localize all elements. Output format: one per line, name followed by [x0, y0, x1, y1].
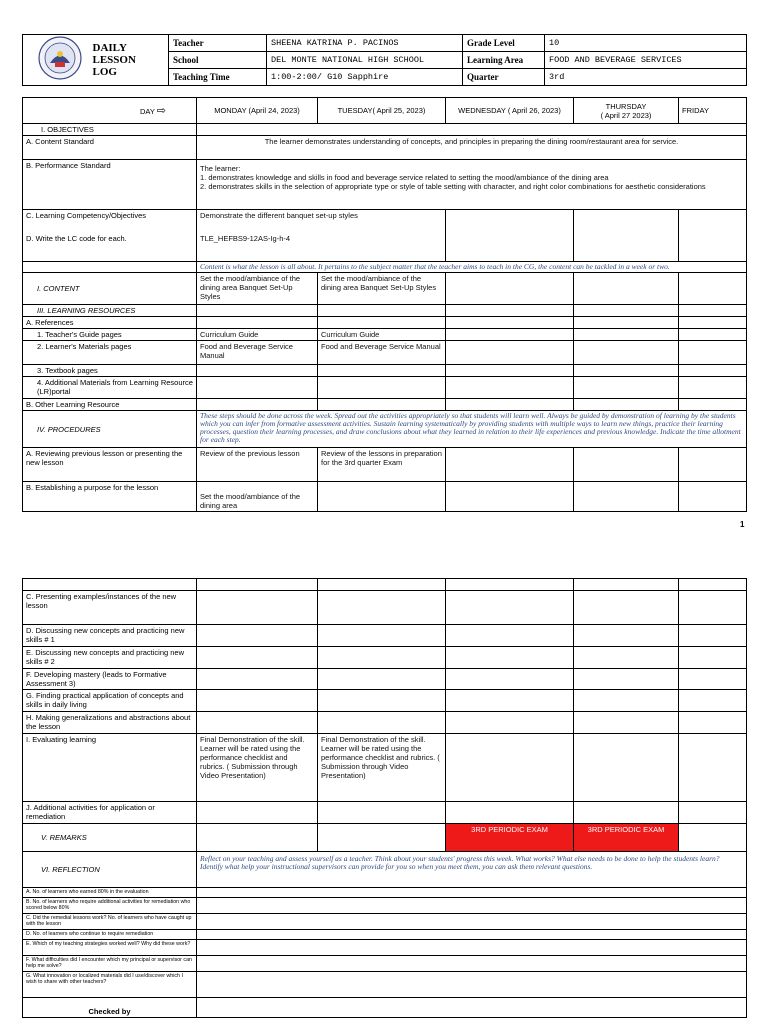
procedures-note: These steps should be done across the week. Spread out the activities appropriately so that students will learn well. Always be guided by demonstration of learning by the students which you can infer from formative assessment activities. Sustain learning systematically by providing students with multiple ways to learn new things, practice their learning processes, question their learning processes, and draw conclusions about what they learned in relation to their life experiences and previous knowledge. Indicate the time allotment for each step.: [197, 411, 747, 448]
reflection-b: B. No. of learners who require additional activities for remediation who scored below 80%: [23, 898, 197, 914]
monday-header: MONDAY (April 24, 2023): [197, 98, 318, 124]
competency-label: C. Learning Competency/Objectives D. Write the LC code for each.: [23, 210, 197, 262]
proc-f-label: F. Developing mastery (leads to Formative Assessment 3): [23, 669, 197, 690]
reflection-label: VI. REFLECTION: [23, 852, 197, 888]
proc-d-label: D. Discussing new concepts and practicing new skills # 1: [23, 625, 197, 647]
content-label: I. CONTENT: [23, 273, 197, 305]
dll-table-page1: [22, 97, 747, 512]
teacher-label: Teacher: [169, 35, 267, 52]
area-value: FOOD AND BEVERAGE SERVICES: [545, 52, 747, 69]
resources-label: III. LEARNING RESOURCES: [23, 305, 197, 317]
other-resource-label: B. Other Learning Resource: [23, 399, 197, 411]
tg-monday: Curriculum Guide: [197, 329, 318, 341]
content-monday: Set the mood/ambiance of the dining area Banquet Set-Up Styles: [197, 273, 318, 305]
school-label: School: [169, 52, 267, 69]
competency-text: Demonstrate the different banquet set-up styles TLE_HEFBS9-12AS-Ig-h-4: [197, 210, 446, 262]
quarter-value: 3rd: [545, 69, 747, 86]
lm-tuesday: Food and Beverage Service Manual: [318, 341, 446, 365]
performance-standard-text: The learner: 1. demonstrates knowledge and skills in food and beverage service related to setting the mood/ambiance of the dining area 2. demonstrates skills in the selection of appropriate type or style of table setting with character, and right color combinations for aesthetic considerations: [197, 160, 747, 210]
proc-e-label: E. Discussing new concepts and practicing new skills # 2: [23, 647, 197, 669]
procedures-label: IV. PROCEDURES: [23, 411, 197, 448]
proc-i-label: I. Evaluating learning: [23, 734, 197, 802]
proc-a-monday: Review of the previous lesson: [197, 448, 318, 482]
proc-i-monday: Final Demonstration of the skill. Learner will be rated using the performance checklist and rubrics. ( Submission through Video Presentation): [197, 734, 318, 802]
day-header: DAY ⇨: [23, 98, 197, 124]
learners-materials-label: 2. Learner's Materials pages: [23, 341, 197, 365]
lm-monday: Food and Beverage Service Manual: [197, 341, 318, 365]
grade-label: Grade Level: [463, 35, 545, 52]
tuesday-header: TUESDAY( April 25, 2023): [318, 98, 446, 124]
objectives-heading: I. OBJECTIVES: [23, 124, 197, 136]
page-number: 1: [740, 520, 745, 529]
school-value: DEL MONTE NATIONAL HIGH SCHOOL: [267, 52, 463, 69]
content-tuesday: Set the mood/ambiance of the dining area Banquet Set-Up Styles: [318, 273, 446, 305]
periodic-exam-thursday: 3RD PERIODIC EXAM: [574, 824, 679, 852]
proc-c-label: C. Presenting examples/instances of the new lesson: [23, 591, 197, 625]
checked-by-label: Checked by: [23, 998, 197, 1018]
references-label: A. References: [23, 317, 197, 329]
header-table: [22, 34, 747, 86]
content-note: Content is what the lesson is all about. It pertains to the subject matter that the teacher aims to teach in the CG, the content can be tackled in a week or two.: [197, 262, 747, 273]
teachers-guide-label: 1. Teacher's Guide pages: [23, 329, 197, 341]
performance-standard-label: B. Performance Standard: [23, 160, 197, 210]
proc-j-label: J. Additional activities for application or remediation: [23, 802, 197, 824]
content-standard-text: The learner demonstrates understanding of concepts, and principles in preparing the dining room/restaurant area for service.: [197, 136, 747, 160]
proc-b-monday: Set the mood/ambiance of the dining area: [197, 482, 318, 512]
time-value: 1:00-2:00/ G10 Sapphire: [267, 69, 463, 86]
teacher-value: SHEENA KATRINA P. PACINOS: [267, 35, 463, 52]
proc-a-label: A. Reviewing previous lesson or presenting the new lesson: [23, 448, 197, 482]
content-standard-label: A. Content Standard: [23, 136, 197, 160]
lc-code: TLE_HEFBS9-12AS-Ig-h-4: [200, 234, 291, 243]
arrow-right-icon: ⇨: [156, 105, 166, 117]
reflection-d: D. No. of learners who continue to require remediation: [23, 930, 197, 940]
wednesday-header: WEDNESDAY ( April 26, 2023): [446, 98, 574, 124]
friday-header: FRIDAY: [679, 98, 747, 124]
thursday-header: THURSDAY ( April 27 2023): [574, 98, 679, 124]
proc-b-label: B. Establishing a purpose for the lesson: [23, 482, 197, 512]
proc-a-tuesday: Review of the lessons in preparation for the 3rd quarter Exam: [318, 448, 446, 482]
reflection-a: A. No. of learners who earned 80% in the evaluation: [23, 888, 197, 898]
reflection-note: Reflect on your teaching and assess yourself as a teacher. Think about your students' progress this week. What works? What else needs to be done to help the students learn? Identify what help your instructional supervisors can provide for you so when you meet them, you can ask them relevant questions.: [197, 852, 747, 888]
periodic-exam-wednesday: 3RD PERIODIC EXAM: [446, 824, 574, 852]
dll-title: DAILY LESSON LOG: [89, 35, 169, 86]
additional-materials-label: 4. Additional Materials from Learning Resource (LR)portal: [23, 377, 197, 399]
quarter-label: Quarter: [463, 69, 545, 86]
reflection-e: E. Which of my teaching strategies worked well? Why did these work?: [23, 940, 197, 956]
proc-g-label: G. Finding practical application of concepts and skills in daily living: [23, 690, 197, 712]
time-label: Teaching Time: [169, 69, 267, 86]
textbook-label: 3. Textbook pages: [23, 365, 197, 377]
reflection-c: C. Did the remedial lessons work? No. of learners who have caught up with the lesson: [23, 914, 197, 930]
reflection-g: G. What innovation or localized materials did I use/discover which I wish to share with other teachers?: [23, 972, 197, 998]
proc-i-tuesday: Final Demonstration of the skill. Learner will be rated using the performance checklist and rubrics. ( Submission through Video Presentation): [318, 734, 446, 802]
remarks-label: V. REMARKS: [23, 824, 197, 852]
grade-value: 10: [545, 35, 747, 52]
proc-h-label: H. Making generalizations and abstractions about the lesson: [23, 712, 197, 734]
dll-table-page2: [22, 578, 747, 1018]
reflection-f: F. What difficulties did I encounter which my principal or supervisor can help me solve?: [23, 956, 197, 972]
tg-tuesday: Curriculum Guide: [318, 329, 446, 341]
area-label: Learning Area: [463, 52, 545, 69]
